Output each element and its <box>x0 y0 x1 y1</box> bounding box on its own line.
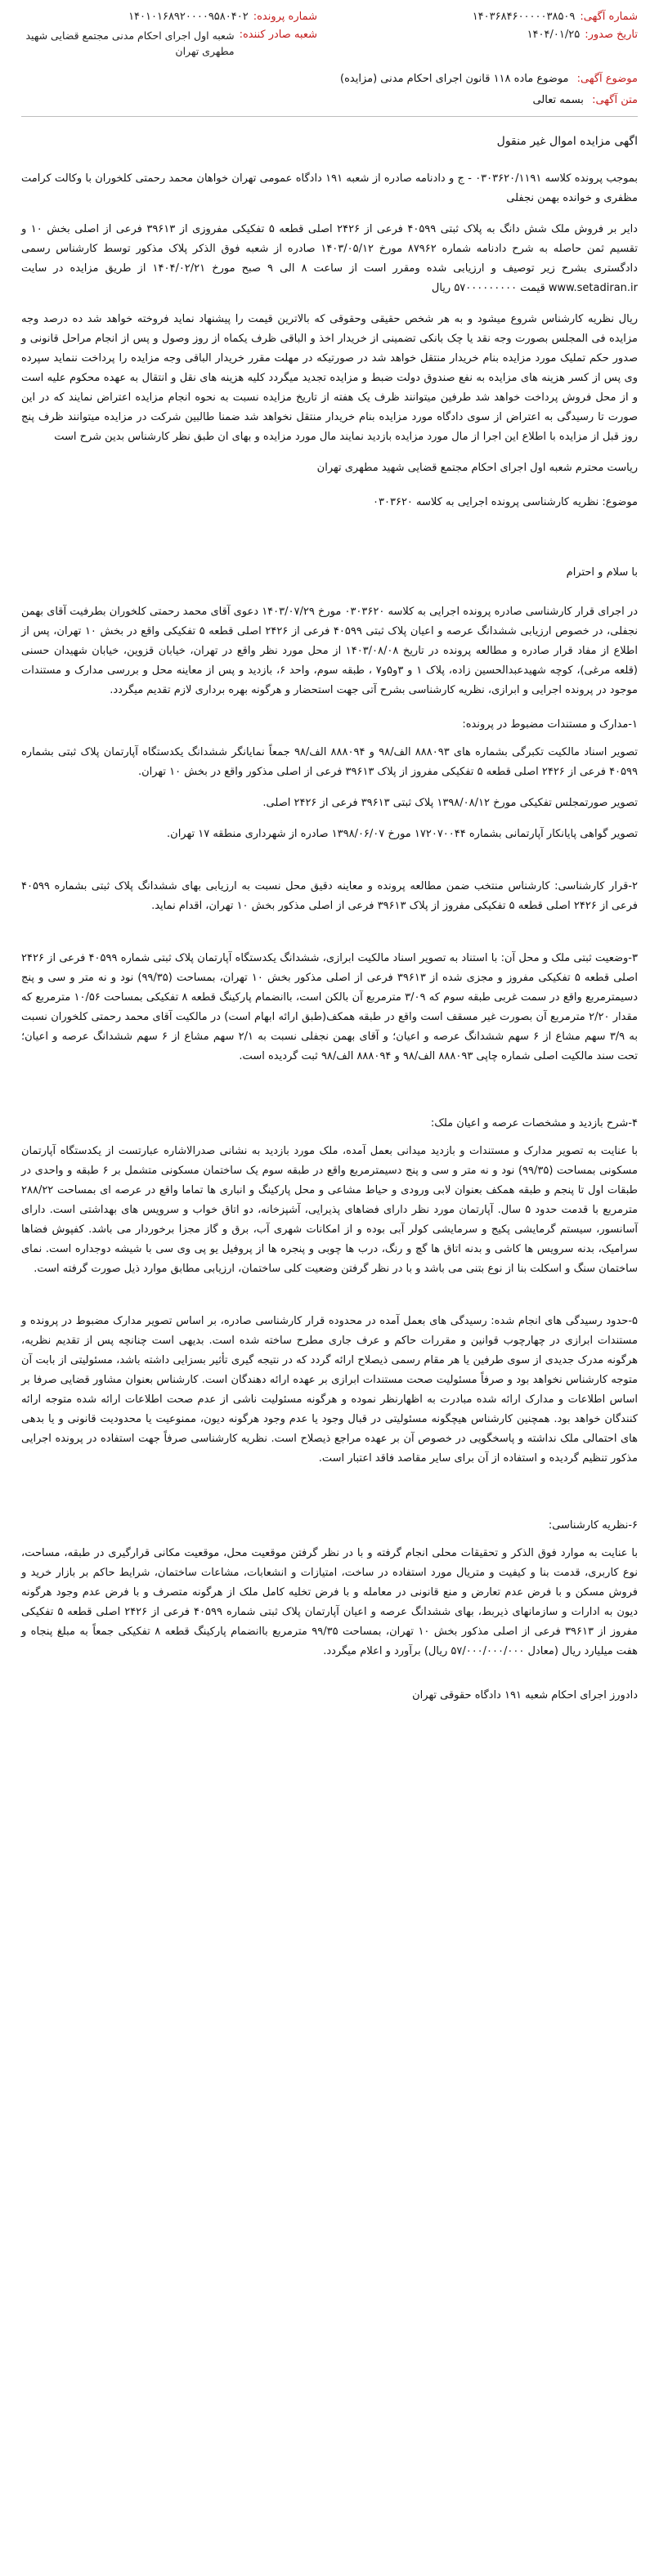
notice-header <box>21 0 638 59</box>
document-item-3: تصویر گواهی پایانکار آپارتمانی بشماره ۱۷۲۰۷۰۰۴۴ مورخ ۱۳۹۸/۰۶/۰۷ صادره از شهرداری منطقه ۱۷ تهران. <box>167 828 638 840</box>
ad-number-row <box>342 8 638 26</box>
ad-number-value: ۱۴۰۳۶۸۴۶۰۰۰۰۰۳۸۵۰۹ <box>472 11 576 23</box>
section-4-title: ۴-شرح بازدید و مشخصات عرصه و اعیان ملک: <box>430 1117 638 1129</box>
notice-paragraph-3: ریال نظریه کارشناس شروع میشود و به هر شخص حقیقی وحقوقی که بالاترین قیمت را پیشنهاد نماید فروخته خواهد شد ده درصد وجه مزایده فی المجلس بصورت وجه نقد یا چک بانکی تضمینی از خریدار اخذ و الباقی ظرف یکماه از روز وصول و پس از انجام مراحل قانونی و صدور حکم تملیک مورد مزایده بنام خریدار منتقل خواهد شد در صورتیکه در مهلت مقرر خریدار الباقی وجه مزایده را پرداخت ننماید سپرده وی پس از کسر هزینه های مزایده به نفع صندوق دولت ضبط و مزایده تجدید میگردد کلیه هزینه های نقل و انتقال به عهده محکوم علیه است و از محل فروش پرداخت خواهد شد طرفین میتوانند ظرف یک هفته از تاریخ مزایده نسبت به نحوه انجام مزایده اعتراض نمایند که در این صورت تا رسیدگی به اعتراض از سوی دادگاه مورد مزایده بنام خریدار منتقل نخواهد شد ضمنا طالبین شرکت در مزایده میتوانند ظرف پنج روز قبل از مزایده با اطلاع این اجرا از مال مورد مزایده بازدید نمایند مال مورد مزایده و بهای ان طبق نظر کارشناس بدین شرح است <box>21 313 638 443</box>
subject-label: موضوع آگهی: <box>576 73 638 85</box>
notice-text-value: بسمه تعالی <box>532 94 584 106</box>
subject-row <box>21 69 638 90</box>
report-greeting: با سلام و احترام <box>566 566 638 579</box>
case-number-row <box>21 8 317 26</box>
issue-date-label: تاریخ صدور: <box>585 29 638 41</box>
subject-block <box>21 69 638 111</box>
document-item-2: تصویر صورتمجلس تفکیکی مورخ ۱۳۹۸/۰۸/۱۲ پلاک ثبتی ۳۹۶۱۳ فرعی از ۲۴۲۶ اصلی. <box>262 797 638 809</box>
footer-officer-line: دادورز اجرای احکام شعبه ۱۹۱ دادگاه حقوقی تهران <box>412 1689 638 1702</box>
report-subject: موضوع: نظریه کارشناسی پرونده اجرایی به کلاسه ۰۳۰۳۶۲۰ <box>373 496 638 508</box>
notice-signoff: ریاست محترم شعبه اول اجرای احکام مجتمع قضایی شهید مطهری تهران <box>316 462 638 474</box>
report-intro: در اجرای قرار کارشناسی صادره پرونده اجرایی به کلاسه ۰۳۰۳۶۲۰ مورخ ۱۴۰۳/۰۷/۲۹ دعوی آقای محمد رحمتی کلخوران بطرفیت آقای بهمن نجفلی، در خصوص ارزیابی ششدانگ عرصه و اعیان پلاک ثبتی ۴۰۵۹۹ فرعی از ۲۴۲۶ اصلی قطعه ۵ تفکیکی واقع در بخش ۱۰ تهران، پس از اطلاع از مفاد قرار صادره و مطالعه پرونده در تاریخ ۱۴۰۳/۰۸/۰۸ از محل مورد نظر واقع در تهران، خیابان قزوین، خیابان شهیدان حسنی (قلعه مرغی)، کوچه شهیدعبدالحسین زاده، پلاک ۱ و ۳و۵و۷ ، طبقه سوم، واحد ۶، بازدید و پس از معاینه محل و بررسی مدارک و مستندات موجود در پرونده اجرایی و ابرازی، نظریه کارشناسی بشرح آتی جهت استحضار و هرگونه بهره برداری لازم تقدیم میگردد. <box>21 606 638 696</box>
notice-paragraph-1: بموجب پرونده کلاسه ۰۳۰۳۶۲۰/۱۱۹۱ - ج و دادنامه صادره از شعبه ۱۹۱ دادگاه عمومی تهران خواهان محمد رحمتی کلخوران با وکالت کرامت مظفری و خوانده بهمن نجفلی <box>21 172 639 204</box>
subject-value: موضوع ماده ۱۱۸ قانون اجرای احکام مدنی (مزایده) <box>340 73 569 85</box>
section-1-title: ۱-مدارک و مستندات مضبوط در پرونده: <box>462 718 638 731</box>
notice-title: اگهی مزایده اموال غیر منقول <box>496 135 638 148</box>
case-number-label: شماره پرونده: <box>253 11 317 23</box>
issue-date-value: ۱۴۰۴/۰۱/۲۵ <box>527 29 581 41</box>
issuing-authority-value: شعبه اول اجرای احکام مدنی مجتمع قضایی شهید مطهری تهران <box>25 29 235 57</box>
header-right-column <box>342 8 638 59</box>
ad-number-label: شماره آگهی: <box>580 11 638 23</box>
header-divider <box>21 116 638 117</box>
header-left-column <box>21 8 317 59</box>
section-4: با عنایت به تصویر مدارک و مستندات و بازدید میدانی بعمل آمده، ملک مورد بازدید به نشانی صدرالاشاره عبارتست از یکدستگاه آپارتمان مسکونی بمساحت (۹۹/۳۵) نود و نه متر و سی و پنج دسیمترمربع واقع در طبقه سوم یک ساختمان مسکونی متشمل بر ۶ طبقه و واحدی در طبقات اول تا پنجم و طبقه همکف بعنوان لابی ورودی و حیاط مشاعی و محل پارکینگ و انباری ها تماما واقع در عرصه ای بمساحت ۲۸۸/۲۲ مترمربع با قدمت حدود ۵ سال. آپارتمان مورد نظر دارای فضاهای پذیرایی، آشپزخانه، دو اتاق خواب و سرویس های بهداشتی است. دارای آسانسور، سیستم گرمایشی پکیج و سرمایشی کولر آبی بوده و از امکانات شهری آب، برق و گاز مجزا برخوردار می باشد. کفپوش فضاها سرامیک، بدنه سرویس ها کاشی و بدنه اتاق ها گچ و رنگ، درب ها چوبی و پنجره ها از پروفیل یو پی وی سی با شیشه دوجداره است. نمای ساختمان سنگ و اسکلت بنا از نوع بتنی می باشد و با در نظر گرفتن وضعیت کلی ساختمان، ارزیابی مطابق موارد ذیل صورت گرفته است. <box>21 1145 638 1275</box>
document-item-1: تصویر اسناد مالکیت تکبرگی بشماره های ۸۸۸۰۹۳ الف/۹۸ و ۸۸۸۰۹۴ الف/۹۸ جمعاً نمایانگر ششدانگ یکدستگاه آپارتمان پلاک ثبتی بشماره ۴۰۵۹۹ فرعی از ۲۴۲۶ اصلی قطعه ۵ تفکیکی مفروز از پلاک ۳۹۶۱۳ فرعی از اصلی مذکور واقع در بخش ۱۰ تهران. <box>21 746 639 778</box>
section-5: ۵-حدود رسیدگی های انجام شده: رسیدگی های بعمل آمده در محدوده قرار کارشناسی صادره، بر اساس تصویر مدارک مضبوط در پرونده و مستندات ابرازی در چهارچوب قوانین و مقررات حاکم و عرف جاری مطرح ساخته شده است. بدیهی است چنانچه پس از تقدیم نظریه، هرگونه مدرک جدیدی از سوی طرفین یا هر مقام رسمی ذیصلاح ارائه گردد که در نتیجه گیری تأثیر بسزایی داشته باشد، مسئولیتی از بابت آن متوجه کارشناس نخواهد بود و صرفاً مسئولیت صحت مستندات ابرازی بر عهده ارائه دهندگان است. کارشناس بعنوان مشاور قضایی صرفا بر اساس اطلاعات و مدارک ارائه شده مبادرت به اظهارنظر نموده و هرگونه مسئولیت ناشی از عدم صحت اطلاعات ارائه شده متوجه ارائه کنندگان خواهد بود. همچنین کارشناس هیچگونه مسئولیتی در قبال وجود یا عدم وجود هرگونه دیون، ممنوعیت یا محدودیت قانونی و یا بدهی های احتمالی ملک نداشته و پاسخگویی در خصوص آن بر عهده مراجع ذیصلاح است. نظریه کارشناسی صرفاً جهت استفاده در پرونده اجرایی مذکور تنظیم گردیده و استفاده از آن برای سایر مقاصد فاقد اعتبار است. <box>21 1315 638 1465</box>
section-2: ۲-قرار کارشناسی: کارشناس منتخب ضمن مطالعه پرونده و معاینه دقیق محل نسبت به ارزیابی بهای ششدانگ پلاک ثبتی بشماره ۴۰۵۹۹ فرعی از ۲۴۲۶ اصلی قطعه ۵ تفکیکی مفروز از پلاک ۳۹۶۱۳ فرعی از اصلی مذکور بخش ۱۰ تهران، اقدام نماید. <box>21 880 638 912</box>
notice-paragraph-2: دایر بر فروش ملک شش دانگ به پلاک ثبتی ۴۰۵۹۹ فرعی از ۲۴۲۶ اصلی قطعه ۵ تفکیکی مفروزی از ۳۹۶۱۳ فرعی از اصلی بخش ۱۰ و تقسیم ثمن حاصله به شرح دادنامه شماره ۸۷۹۶۲ مورخ ۱۴۰۳/۰۵/۱۲ صادره از شعبه فوق الذکر پلاک مذکور توسط کارشناس رسمی دادگستری بشرح زیر توصیف و ارزیابی شده ومقرر است از ساعت ۸ الی ۹ صبح مورخ ۱۴۰۴/۰۲/۲۱ از طریق مزایده در سایت www.setadiran.ir قیمت ۵۷۰۰۰۰۰۰۰۰۰ ریال <box>21 223 638 294</box>
issue-date-row <box>342 26 638 44</box>
issuing-authority-row <box>21 26 317 59</box>
section-6: با عنایت به موارد فوق الذکر و تحقیقات محلی انجام گرفته و با در نظر گرفتن موقعیت محل، موقعیت مکانی قرارگیری در طبقه، مساحت، نوع کاربری، قدمت بنا و کیفیت و متریال مورد استفاده در ساخت، امتیازات و انشعابات، مشاعات ساختمان، شرایط حاکم بر بازار خرید و فروش مسکن و با فرض عدم تعارض و منع قانونی در معامله و با فرض تخلیه کامل ملک از هرگونه متصرف و با فرض عدم وجود هرگونه دیون به ادارات و سازمانهای ذیربط، بهای ششدانگ عرصه و اعیان آپارتمان پلاک ثبتی شماره ۴۰۵۹۹ فرعی از ۲۴۲۶ اصلی قطعه ۵ تفکیکی مفروز از ۳۹۶۱۳ فرعی از اصلی مذکور بخش ۱۰ تهران، بمساحت ۹۹/۳۵ مترمربع باانضمام پارکینگ قطعه ۸ تفکیکی جمعاً به مبلغ پنجاه و هفت میلیارد ریال (معادل ۵۷/۰۰۰/۰۰۰/۰۰۰ ریال) برآورد و اعلام میگردد. <box>21 1547 638 1657</box>
issuing-authority-label: شعبه صادر کننده: <box>239 29 317 41</box>
notice-text-row <box>21 90 638 111</box>
section-3: ۳-وضعیت ثبتی ملک و محل آن: با استناد به تصویر اسناد مالکیت ابرازی، ششدانگ یکدستگاه آپارتمان پلاک ثبتی شماره ۴۰۵۹۹ فرعی از ۲۴۲۶ اصلی قطعه ۵ تفکیکی مفروز و مجزی شده از ۳۹۶۱۳ فرعی از اصلی مذکور بخش ۱۰ تهران، بمساحت (۹۹/۳۵) نود و نه متر و سی و پنج دسیمترمربع واقع در سمت غربی طبقه سوم که ۳/۰۹ مترمربع آن بالکن است، باانضمام پارکینگ قطعه ۸ تفکیکی بمساحت ۱۰/۵۶ مترمربع که مقدار ۲/۲۰ مترمربع آن بصورت غیر مسقف است واقع در طبقه همکف(طبق ارائه ابهام است) در مالکیت آقای محمد رحمتی کلخوران نسبت به ۳/۹ سهم مشاع از ۶ سهم ششدانگ عرصه و اعیان؛ و آقای بهمن نجفلی نسبت به ۲/۱ سهم مشاع از ۶ سهم ششدانگ عرصه و اعیان؛ تحت سند مالکیت اصلی شماره چاپی ۸۸۸۰۹۳ الف/۹۸ و ۸۸۸۰۹۴ الف/۹۸ ثبت گردیده است. <box>21 952 639 1062</box>
case-number-value: ۱۴۰۱۰۱۶۸۹۲۰۰۰۰۹۵۸۰۴۰۲ <box>128 11 249 23</box>
footer-signature <box>21 1686 638 1706</box>
notice-text-label: متن آگهی: <box>592 94 638 106</box>
section-6-title: ۶-نظریه کارشناسی: <box>548 1519 638 1532</box>
